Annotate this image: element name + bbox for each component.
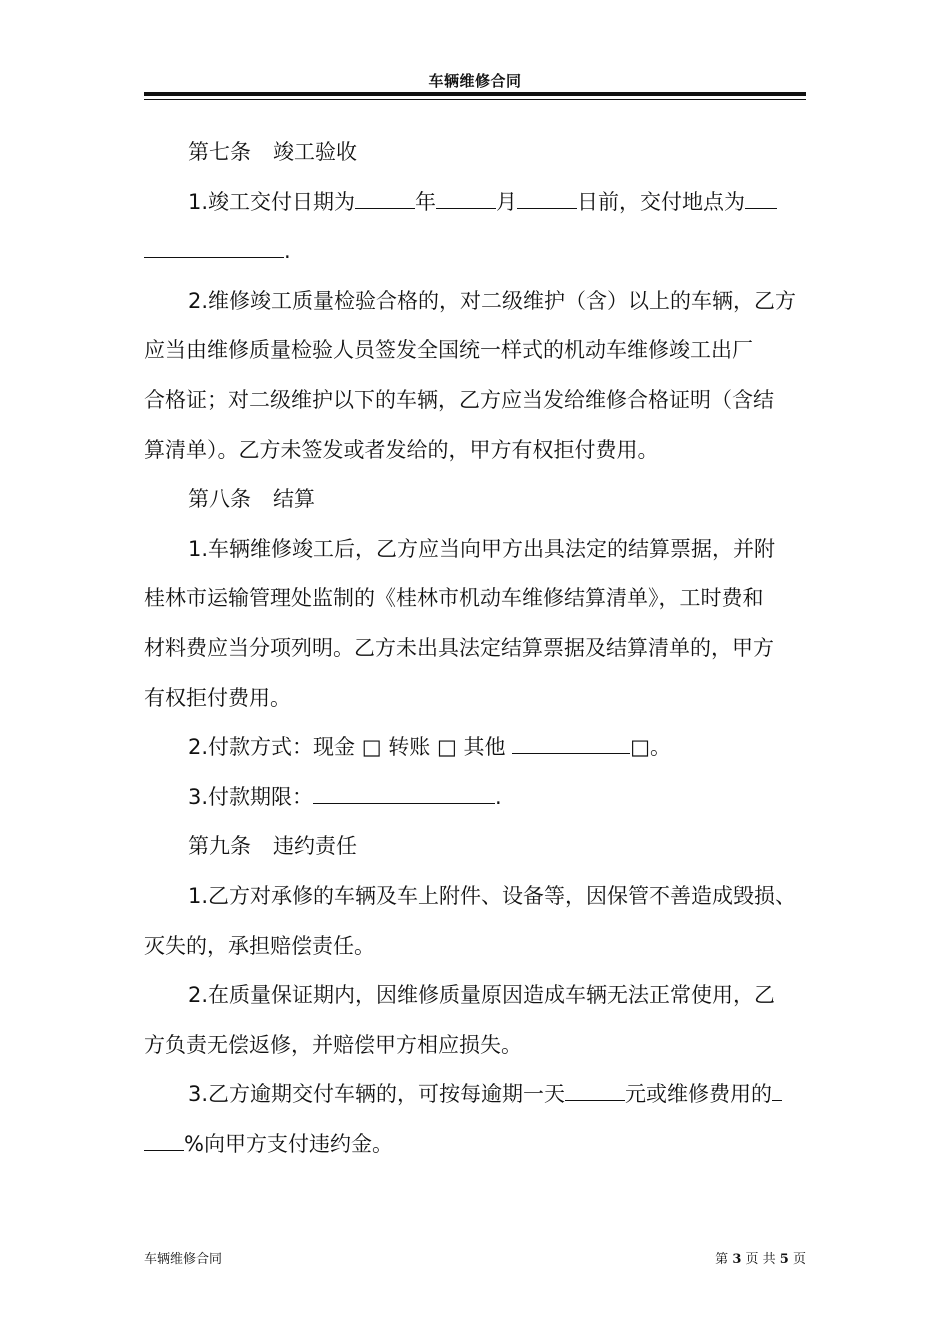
- blank-field: [144, 239, 284, 258]
- heading-number: 第七条: [188, 140, 251, 164]
- article-9-item-1-line-2: 灭失的，承担赔偿责任。: [144, 933, 375, 958]
- text: 日前，交付地点为: [577, 189, 746, 214]
- article-7-item-2-line-2: 应当由维修质量检验人员签发全国统一样式的机动车维修竣工出厂: [144, 338, 753, 363]
- heading-number: 第八条: [188, 487, 251, 512]
- article-9-item-2-line-1: 2.在质量保证期内，因维修质量原因造成车辆无法正常使用，乙: [188, 983, 776, 1008]
- text: 页: [792, 1252, 806, 1267]
- text: 元或维修费用的: [625, 1082, 773, 1107]
- blank-field: [144, 1132, 184, 1151]
- text: 2.付款方式：现金: [188, 735, 356, 760]
- header-title: 车辆维修合同: [428, 72, 522, 90]
- total-pages: 5: [779, 1252, 789, 1267]
- article-8-item-1-line-1: 1.车辆维修竣工后，乙方应当向甲方出具法定的结算票据，并附: [188, 536, 776, 561]
- blank-field: [355, 190, 415, 209]
- text: %向甲方支付违约金。: [184, 1131, 393, 1156]
- text: 第: [715, 1252, 729, 1267]
- blank-field: [772, 1082, 782, 1101]
- article-8-heading: [144, 475, 806, 525]
- heading-number: 第九条: [188, 834, 251, 859]
- footer-doc-title: 车辆维修合同: [144, 1252, 223, 1267]
- article-8-item-3: [144, 773, 806, 823]
- article-9-item-1-line-1: 1.乙方对承修的车辆及车上附件、设备等，因保管不善造成毁损、: [188, 883, 797, 908]
- checkbox[interactable]: □: [436, 735, 457, 760]
- blank-field: [745, 190, 777, 209]
- text: 3.付款期限：: [188, 784, 314, 809]
- blank-field: [436, 190, 496, 209]
- blank-field: [512, 735, 630, 754]
- text: 其他: [463, 735, 506, 760]
- blank-field: [565, 1082, 625, 1101]
- checkbox[interactable]: □: [361, 735, 382, 760]
- document-body: [144, 128, 806, 1169]
- article-8-item-1-line-3: 材料费应当分项列明。乙方未出具法定结算票据及结算清单的，甲方: [144, 635, 774, 660]
- article-9-item-3-cont: [144, 1120, 806, 1170]
- blank-field: [313, 785, 495, 804]
- article-9-item-2-line-2: 方负责无偿返修，并赔偿甲方相应损失。: [144, 1032, 522, 1057]
- article-7-item-1: [144, 178, 806, 228]
- heading-title: 竣工验收: [273, 140, 357, 164]
- text: 月: [496, 189, 518, 214]
- text: .: [284, 239, 291, 264]
- footer-page-number: [715, 1248, 806, 1267]
- article-9-item-3: [144, 1070, 806, 1120]
- text: 1.竣工交付日期为: [188, 189, 356, 214]
- article-7-item-2-line-1: 2.维修竣工质量检验合格的，对二级维护（含）以上的车辆，乙方: [188, 288, 797, 313]
- text: 年: [415, 189, 437, 214]
- article-8-item-1-line-4: 有权拒付费用。: [144, 685, 291, 710]
- article-7-item-2-line-4: 算清单）。乙方未签发或者发给的，甲方有权拒付费用。: [144, 437, 659, 462]
- text: 。: [650, 735, 672, 760]
- current-page: 3: [732, 1252, 742, 1267]
- heading-title: 结算: [273, 487, 315, 512]
- text: 3.乙方逾期交付车辆的，可按每逾期一天: [188, 1082, 566, 1107]
- article-9-heading: [144, 822, 806, 872]
- header-rule-thick: [144, 92, 806, 96]
- blank-field: [517, 190, 577, 209]
- text: 转账: [388, 735, 431, 760]
- checkbox[interactable]: □: [630, 735, 651, 760]
- article-7-heading: [144, 128, 806, 178]
- article-7-item-1-cont: [144, 227, 806, 277]
- heading-title: 违约责任: [273, 834, 357, 859]
- text: 页 共: [745, 1252, 776, 1267]
- text: .: [495, 784, 502, 809]
- article-7-item-2-line-3: 合格证；对二级维护以下的车辆，乙方应当发给维修合格证明（含结: [144, 387, 774, 412]
- article-8-item-1-line-2: 桂林市运输管理处监制的《桂林市机动车维修结算清单》，工时费和: [144, 586, 764, 611]
- header-rule-thin: [144, 99, 806, 100]
- article-8-item-2: [144, 723, 806, 773]
